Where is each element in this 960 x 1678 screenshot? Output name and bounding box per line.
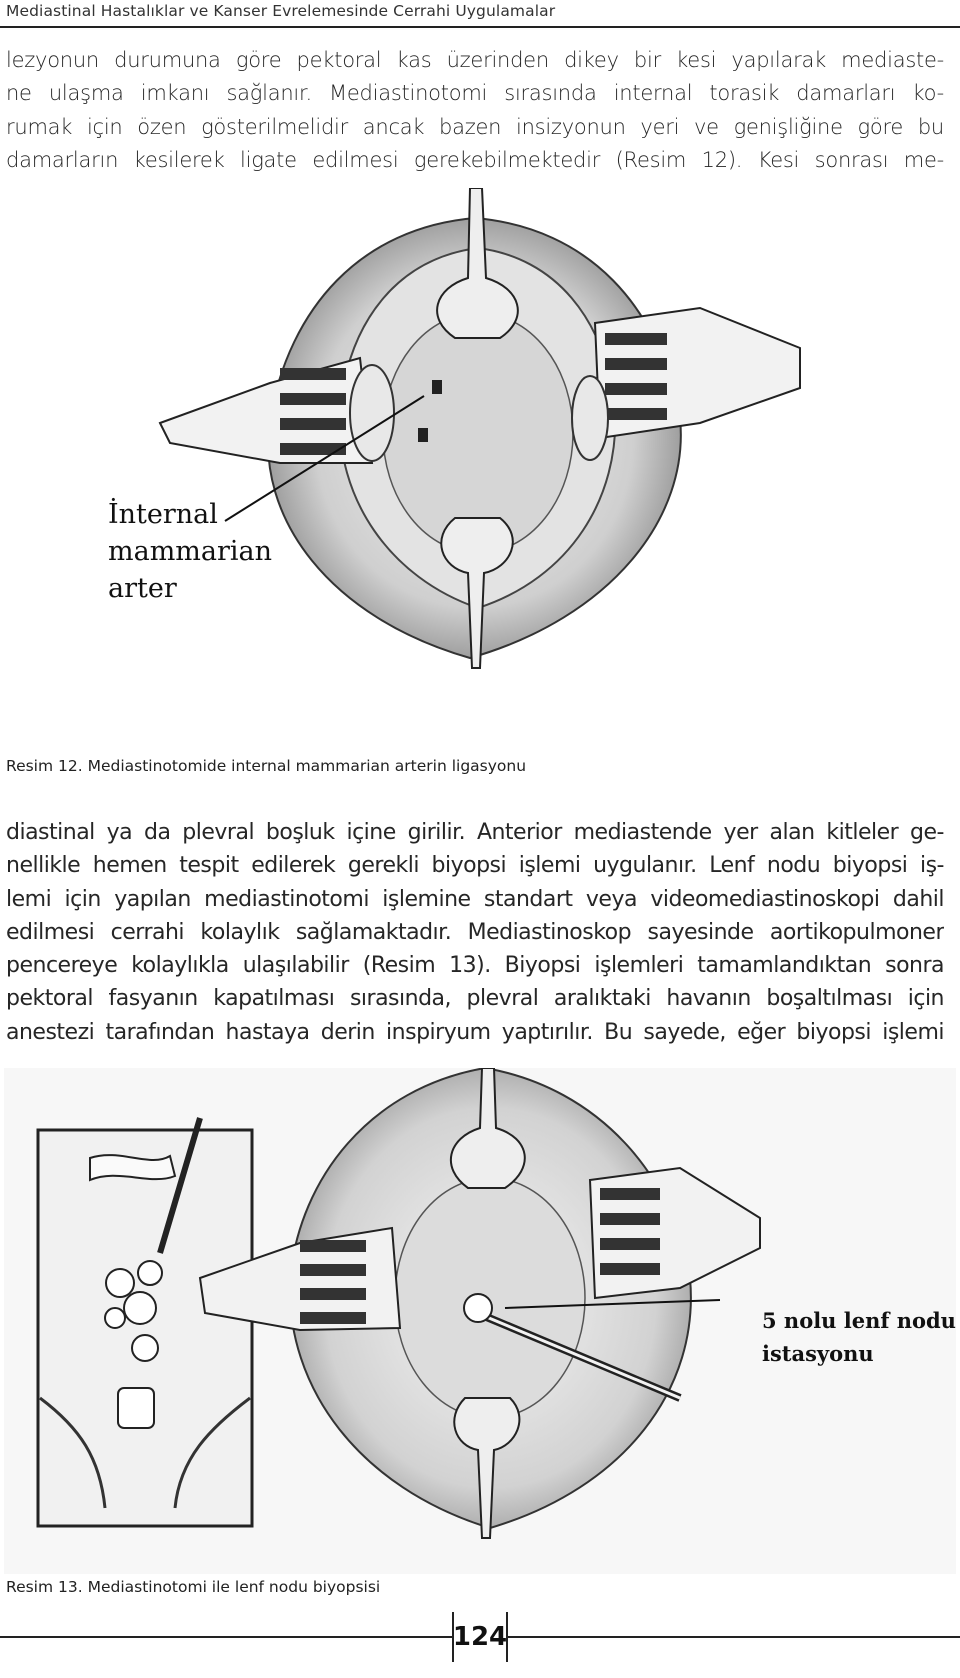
- paragraph-line: diastinal ya da plevral boşluk içine girilir. Anterior mediastende yer alan kitleler ge-: [6, 820, 944, 845]
- figure-13-label: [762, 1304, 956, 1370]
- paragraph-line: ne ulaşma imkanı sağlanır. Mediastinotomi sırasında internal torasik damarları ko-: [6, 81, 944, 106]
- paragraph-line: lemi için yapılan mediastinotomi işlemine standart veya videomediastinoskopi dahil: [6, 886, 944, 912]
- figure-12-label: [108, 496, 272, 607]
- label-line: istasyonu: [762, 1341, 874, 1366]
- paragraph-line: anestezi tarafından hastaya derin inspiryum yaptırılır. Bu sayede, eğer biyopsi işlemi: [6, 1019, 944, 1045]
- figure-13-caption: Resim 13. Mediastinotomi ile lenf nodu biyopsisi: [6, 1578, 381, 1596]
- paragraph-line: rumak için özen gösterilmelidir ancak bazen insizyonun yeri ve genişliğine göre bu: [6, 114, 944, 139]
- figure-12-caption: Resim 12. Mediastinotomide internal mammarian arterin ligasyonu: [6, 757, 527, 775]
- label-line: 5 nolu lenf nodu: [762, 1308, 956, 1333]
- paragraph-line: edilmesi cerrahi kolaylık sağlamaktadır. Mediastinoskop sayesinde aortikopulmoner: [6, 919, 944, 945]
- label-line: arter: [108, 573, 177, 604]
- page-number: [452, 1612, 508, 1662]
- paragraph-line: nellikle hemen tespit edilerek gerekli biyopsi işlemi uygulanır. Lenf nodu biyopsi iş-: [6, 853, 944, 879]
- body-paragraph-2: [6, 816, 944, 1049]
- paragraph-line: pencereye kolaylıkla ulaşılabilir (Resim 13). Biyopsi işlemleri tamamlandıktan sonra: [6, 953, 944, 979]
- body-paragraph-1: [6, 44, 944, 178]
- running-header: Mediastinal Hastalıklar ve Kanser Evrelemesinde Cerrahi Uygulamalar: [6, 2, 556, 20]
- figure-12-illustration: [0, 188, 960, 718]
- label-line: mammarian: [108, 536, 273, 567]
- paragraph-line: pektoral fasyanın kapatılması sırasında, plevral aralıktaki havanın boşaltılması için: [6, 986, 944, 1012]
- label-line: İnternal: [108, 499, 218, 530]
- page-number-text: 124: [452, 1622, 508, 1652]
- surgical-field-drawing: [0, 188, 960, 718]
- figure-13-illustration: [0, 1068, 960, 1574]
- paragraph-line: damarların kesilerek ligate edilmesi gerekebilmektedir (Resim 12). Kesi sonrası me-: [6, 148, 944, 173]
- header-divider: [0, 26, 960, 28]
- paragraph-line: lezyonun durumuna göre pektoral kas üzerinden dikey bir kesi yapılarak mediaste-: [6, 48, 944, 72]
